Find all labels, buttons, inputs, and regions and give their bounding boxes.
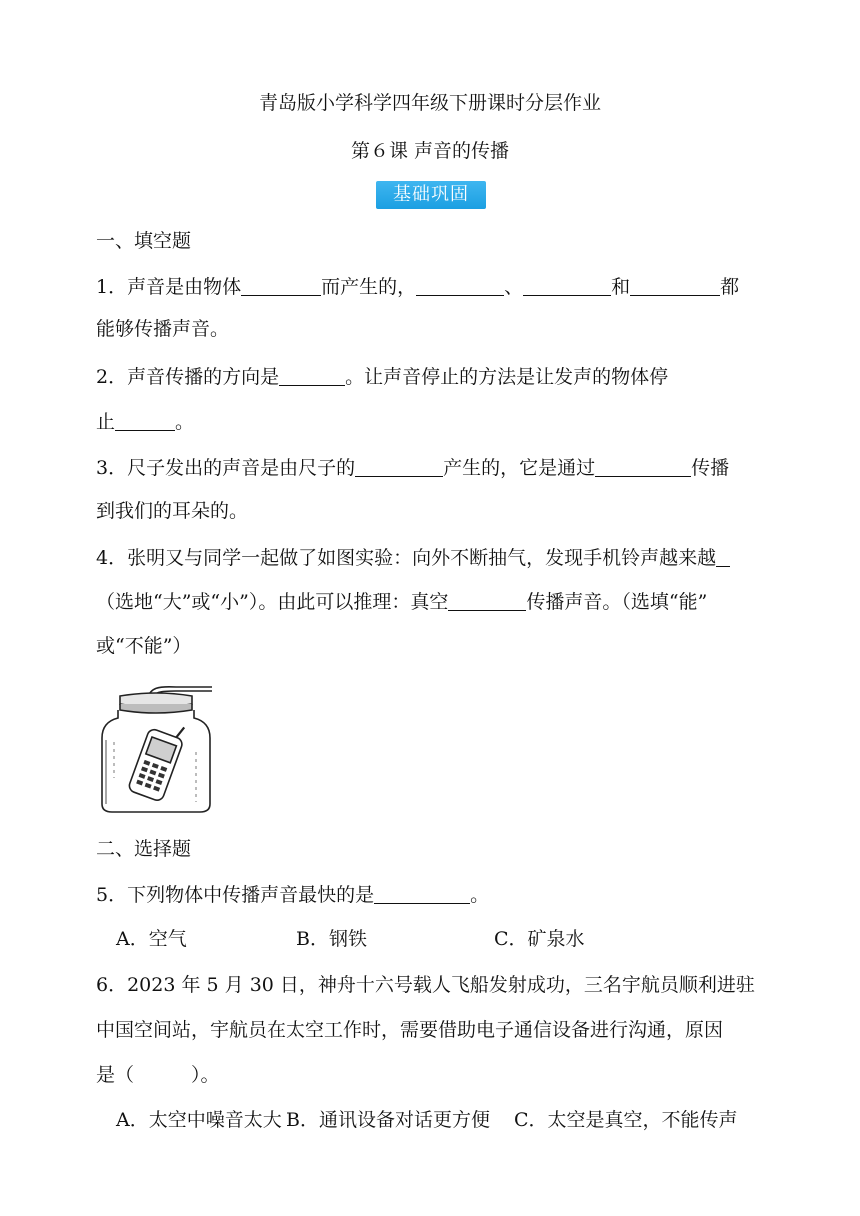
question-3-line-2: 到我们的耳朵的。: [96, 500, 249, 522]
phone-in-jar-figure: [96, 682, 216, 814]
q6-option-b[interactable]: B．通讯设备对话更方便: [286, 1109, 490, 1131]
question-4-line-2: （选地“大”或“小”）。由此可以推理：真空 传播声音。（选填“能”: [96, 591, 708, 613]
answer-blank[interactable]: [716, 548, 730, 567]
question-5: 5．下列物体中传播声音最快的是 。: [96, 884, 490, 906]
question-1-line-2: 能够传播声音。: [96, 318, 230, 340]
question-6-line-1: 6．2023 年 5 月 30 日，神舟十六号载人飞船发射成功，三名宇航员顺利进驻: [96, 974, 755, 996]
question-2-line-2: 止 。: [96, 411, 195, 433]
q5-option-a[interactable]: A．空气: [116, 928, 187, 950]
question-1-line-1: 1．声音是由物体 而产生的， 、 和 都: [96, 276, 740, 298]
answer-blank[interactable]: [416, 277, 504, 296]
question-4-line-1: 4．张明又与同学一起做了如图实验：向外不断抽气，发现手机铃声越来越: [96, 548, 730, 568]
answer-blank[interactable]: [523, 277, 611, 296]
question-3-line-1: 3．尺子发出的声音是由尺子的 产生的，它是通过 传播: [96, 457, 730, 479]
question-6-line-2: 中国空间站，宇航员在太空工作时，需要借助电子通信设备进行沟通，原因: [96, 1019, 724, 1041]
lesson-title: 第６课 声音的传播: [350, 140, 510, 162]
section-badge: 基础巩固: [376, 181, 486, 209]
q5-option-b[interactable]: B．钢铁: [296, 928, 367, 950]
answer-blank[interactable]: [115, 412, 175, 431]
q6-option-c[interactable]: C．太空是真空，不能传声: [514, 1109, 738, 1131]
answer-blank[interactable]: [448, 592, 526, 611]
section-heading-choice: 二、选择题: [96, 838, 192, 860]
question-4-line-3: 或“不能”）: [96, 635, 192, 657]
q5-option-c[interactable]: C．矿泉水: [494, 928, 585, 950]
answer-blank[interactable]: [355, 458, 443, 477]
answer-blank[interactable]: [279, 367, 345, 386]
answer-blank[interactable]: [595, 458, 691, 477]
worksheet-title: 青岛版小学科学四年级下册课时分层作业: [258, 92, 601, 114]
answer-blank[interactable]: [241, 277, 321, 296]
question-6-line-3: 是（ ）。: [96, 1064, 220, 1086]
q6-option-a[interactable]: A．太空中噪音太大: [116, 1109, 282, 1131]
answer-blank[interactable]: [630, 277, 720, 296]
answer-blank[interactable]: [374, 885, 470, 904]
question-2-line-1: 2．声音传播的方向是 。让声音停止的方法是让发声的物体停: [96, 366, 669, 388]
section-heading-fill: 一、填空题: [96, 230, 192, 252]
